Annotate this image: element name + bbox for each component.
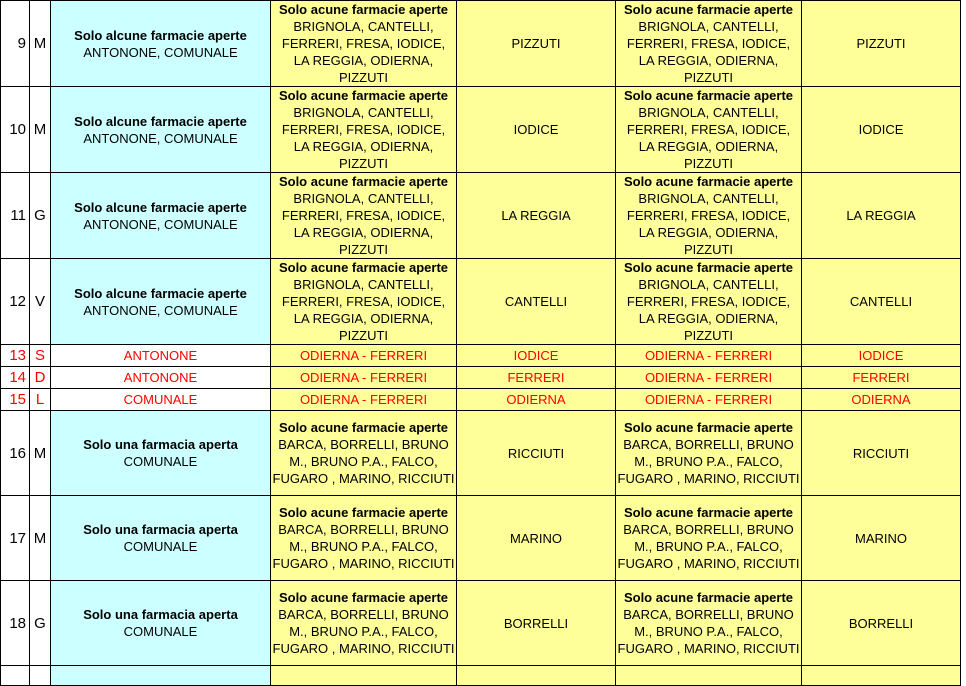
- pharmacy-line: PIZZUTI: [338, 70, 389, 85]
- afternoon-shift-cell: [616, 173, 802, 259]
- night-shift-cell: [51, 666, 271, 686]
- evening-shift-cell: CANTELLI: [802, 259, 961, 345]
- pharmacy-line: FUGARO , MARINO, RICCIUTI: [272, 641, 455, 656]
- pharmacy-line: BRIGNOLA, CANTELLI,: [293, 105, 434, 120]
- pharmacy-line: BRIGNOLA, CANTELLI,: [638, 105, 779, 120]
- pharmacy-line: PIZZUTI: [683, 242, 734, 257]
- pharmacy-line: PIZZUTI: [683, 328, 734, 343]
- pharmacy-line: BRIGNOLA, CANTELLI,: [293, 191, 434, 206]
- afternoon-shift-cell: [616, 666, 802, 686]
- lunch-shift-cell: IODICE: [457, 345, 616, 367]
- lunch-shift-cell: ODIERNA: [457, 389, 616, 411]
- weekday-letter: M: [30, 87, 51, 173]
- pharmacy-line: M., BRUNO P.A., FALCO,: [634, 454, 783, 469]
- night-shift-cell: [51, 496, 271, 581]
- schedule-row-partial: [1, 666, 961, 686]
- pharmacy-names: COMUNALE: [123, 454, 198, 469]
- cell-title: Solo acune farmacie aperte: [623, 505, 794, 520]
- cell-title: Solo alcune farmacie aperte: [74, 27, 247, 43]
- pharmacy-line: M., BRUNO P.A., FALCO,: [289, 624, 438, 639]
- night-shift-cell: [51, 581, 271, 666]
- pharmacy-line: BARCA, BORRELLI, BRUNO: [623, 522, 794, 537]
- night-shift-cell: [51, 87, 271, 173]
- evening-shift-cell: [802, 666, 961, 686]
- pharmacy-line: PIZZUTI: [683, 156, 734, 171]
- schedule-row-holiday: [1, 345, 961, 367]
- day-number: 15: [1, 389, 30, 411]
- day-number: 18: [1, 581, 30, 666]
- pharmacy-line: LA REGGIA, ODIERNA,: [638, 53, 779, 68]
- schedule-row-holiday: [1, 389, 961, 411]
- afternoon-shift-cell: [616, 1, 802, 87]
- pharmacy-line: FUGARO , MARINO, RICCIUTI: [617, 641, 800, 656]
- day-number: 10: [1, 87, 30, 173]
- day-number: 13: [1, 345, 30, 367]
- pharmacy-line: LA REGGIA, ODIERNA,: [638, 311, 779, 326]
- evening-shift-cell: IODICE: [802, 345, 961, 367]
- evening-shift-cell: FERRERI: [802, 367, 961, 389]
- cell-title: Solo alcune farmacie aperte: [74, 199, 247, 215]
- pharmacy-names: COMUNALE: [123, 539, 198, 554]
- pharmacy-line: BARCA, BORRELLI, BRUNO: [278, 437, 449, 452]
- schedule-row: [1, 411, 961, 496]
- lunch-shift-cell: CANTELLI: [457, 259, 616, 345]
- cell-title: Solo acune farmacie aperte: [623, 590, 794, 605]
- pharmacy-line: BRIGNOLA, CANTELLI,: [638, 277, 779, 292]
- pharmacy-names: ANTONONE, COMUNALE: [83, 44, 238, 60]
- schedule-row: [1, 259, 961, 345]
- cell-title: Solo acune farmacie aperte: [278, 420, 449, 435]
- night-shift-cell: [51, 1, 271, 87]
- cell-title: Solo acune farmacie aperte: [623, 2, 794, 17]
- morning-shift-cell: [271, 666, 457, 686]
- afternoon-shift-cell: [616, 581, 802, 666]
- pharmacy-line: M., BRUNO P.A., FALCO,: [634, 539, 783, 554]
- weekday-letter: S: [30, 345, 51, 367]
- night-shift-cell: [51, 173, 271, 259]
- lunch-shift-cell: BORRELLI: [457, 581, 616, 666]
- pharmacy-line: FUGARO , MARINO, RICCIUTI: [272, 471, 455, 486]
- day-number: 9: [1, 1, 30, 87]
- pharmacy-line: BARCA, BORRELLI, BRUNO: [278, 522, 449, 537]
- pharmacy-line: LA REGGIA, ODIERNA,: [293, 311, 434, 326]
- evening-shift-cell: LA REGGIA: [802, 173, 961, 259]
- morning-shift-cell: [271, 1, 457, 87]
- evening-shift-cell: PIZZUTI: [802, 1, 961, 87]
- cell-title: Solo acune farmacie aperte: [278, 2, 449, 17]
- schedule-row: [1, 87, 961, 173]
- cell-title: Solo una farmacia aperta: [83, 522, 238, 537]
- pharmacy-line: BARCA, BORRELLI, BRUNO: [623, 437, 794, 452]
- lunch-shift-cell: FERRERI: [457, 367, 616, 389]
- cell-title: Solo una farmacia aperta: [83, 437, 238, 452]
- pharmacy-line: FERRERI, FRESA, IODICE,: [626, 122, 791, 137]
- cell-title: Solo alcune farmacie aperte: [74, 113, 247, 129]
- schedule-row: [1, 581, 961, 666]
- pharmacy-line: LA REGGIA, ODIERNA,: [293, 53, 434, 68]
- schedule-row: [1, 173, 961, 259]
- evening-shift-cell: MARINO: [802, 496, 961, 581]
- cell-title: Solo acune farmacie aperte: [278, 590, 449, 605]
- pharmacy-names: ANTONONE, COMUNALE: [83, 302, 238, 318]
- schedule-row-holiday: [1, 367, 961, 389]
- pharmacy-line: BRIGNOLA, CANTELLI,: [293, 19, 434, 34]
- night-shift-cell: COMUNALE: [51, 389, 271, 411]
- day-number: 11: [1, 173, 30, 259]
- morning-shift-cell: [271, 259, 457, 345]
- pharmacy-line: BRIGNOLA, CANTELLI,: [638, 191, 779, 206]
- morning-shift-cell: [271, 581, 457, 666]
- afternoon-shift-cell: ODIERNA - FERRERI: [616, 367, 802, 389]
- pharmacy-line: PIZZUTI: [338, 242, 389, 257]
- pharmacy-line: FERRERI, FRESA, IODICE,: [281, 36, 446, 51]
- night-shift-cell: ANTONONE: [51, 367, 271, 389]
- evening-shift-cell: RICCIUTI: [802, 411, 961, 496]
- pharmacy-line: FERRERI, FRESA, IODICE,: [626, 36, 791, 51]
- pharmacy-names: ANTONONE, COMUNALE: [83, 216, 238, 232]
- cell-title: Solo acune farmacie aperte: [623, 88, 794, 103]
- morning-shift-cell: [271, 411, 457, 496]
- pharmacy-line: BRIGNOLA, CANTELLI,: [638, 19, 779, 34]
- weekday-letter: L: [30, 389, 51, 411]
- weekday-letter: G: [30, 581, 51, 666]
- pharmacy-line: LA REGGIA, ODIERNA,: [293, 139, 434, 154]
- afternoon-shift-cell: [616, 496, 802, 581]
- weekday-letter: M: [30, 1, 51, 87]
- day-number: 14: [1, 367, 30, 389]
- cell-title: Solo acune farmacie aperte: [278, 88, 449, 103]
- pharmacy-line: PIZZUTI: [338, 328, 389, 343]
- pharmacy-line: FERRERI, FRESA, IODICE,: [281, 122, 446, 137]
- afternoon-shift-cell: [616, 87, 802, 173]
- lunch-shift-cell: LA REGGIA: [457, 173, 616, 259]
- day-number: 12: [1, 259, 30, 345]
- pharmacy-line: BARCA, BORRELLI, BRUNO: [278, 607, 449, 622]
- night-shift-cell: [51, 259, 271, 345]
- day-number: [1, 666, 30, 686]
- day-number: 17: [1, 496, 30, 581]
- morning-shift-cell: [271, 496, 457, 581]
- pharmacy-line: FERRERI, FRESA, IODICE,: [626, 294, 791, 309]
- morning-shift-cell: [271, 87, 457, 173]
- evening-shift-cell: BORRELLI: [802, 581, 961, 666]
- pharmacy-line: LA REGGIA, ODIERNA,: [638, 225, 779, 240]
- pharmacy-line: M., BRUNO P.A., FALCO,: [289, 539, 438, 554]
- morning-shift-cell: ODIERNA - FERRERI: [271, 389, 457, 411]
- schedule-row: [1, 1, 961, 87]
- evening-shift-cell: ODIERNA: [802, 389, 961, 411]
- pharmacy-line: FUGARO , MARINO, RICCIUTI: [617, 556, 800, 571]
- pharmacy-line: FUGARO , MARINO, RICCIUTI: [617, 471, 800, 486]
- cell-title: Solo acune farmacie aperte: [623, 260, 794, 275]
- afternoon-shift-cell: [616, 411, 802, 496]
- pharmacy-names: ANTONONE, COMUNALE: [83, 130, 238, 146]
- cell-title: Solo acune farmacie aperte: [278, 174, 449, 189]
- night-shift-cell: [51, 411, 271, 496]
- pharmacy-line: BARCA, BORRELLI, BRUNO: [623, 607, 794, 622]
- cell-title: Solo acune farmacie aperte: [623, 420, 794, 435]
- pharmacy-line: PIZZUTI: [683, 70, 734, 85]
- evening-shift-cell: IODICE: [802, 87, 961, 173]
- pharmacy-line: LA REGGIA, ODIERNA,: [293, 225, 434, 240]
- lunch-shift-cell: [457, 666, 616, 686]
- lunch-shift-cell: PIZZUTI: [457, 1, 616, 87]
- pharmacy-line: FERRERI, FRESA, IODICE,: [626, 208, 791, 223]
- cell-title: Solo acune farmacie aperte: [278, 260, 449, 275]
- pharmacy-line: PIZZUTI: [338, 156, 389, 171]
- cell-title: Solo alcune farmacie aperte: [74, 285, 247, 301]
- pharmacy-line: FERRERI, FRESA, IODICE,: [281, 208, 446, 223]
- pharmacy-line: M., BRUNO P.A., FALCO,: [634, 624, 783, 639]
- weekday-letter: M: [30, 411, 51, 496]
- pharmacy-line: BRIGNOLA, CANTELLI,: [293, 277, 434, 292]
- weekday-letter: D: [30, 367, 51, 389]
- lunch-shift-cell: RICCIUTI: [457, 411, 616, 496]
- morning-shift-cell: [271, 173, 457, 259]
- cell-title: Solo acune farmacie aperte: [623, 174, 794, 189]
- weekday-letter: V: [30, 259, 51, 345]
- schedule-row: [1, 496, 961, 581]
- day-number: 16: [1, 411, 30, 496]
- pharmacy-line: M., BRUNO P.A., FALCO,: [289, 454, 438, 469]
- weekday-letter: M: [30, 496, 51, 581]
- lunch-shift-cell: IODICE: [457, 87, 616, 173]
- pharmacy-names: COMUNALE: [123, 624, 198, 639]
- weekday-letter: [30, 666, 51, 686]
- pharmacy-line: FERRERI, FRESA, IODICE,: [281, 294, 446, 309]
- cell-title: Solo una farmacia aperta: [83, 607, 238, 622]
- afternoon-shift-cell: ODIERNA - FERRERI: [616, 345, 802, 367]
- morning-shift-cell: ODIERNA - FERRERI: [271, 367, 457, 389]
- pharmacy-line: FUGARO , MARINO, RICCIUTI: [272, 556, 455, 571]
- pharmacy-line: LA REGGIA, ODIERNA,: [638, 139, 779, 154]
- cell-title: Solo acune farmacie aperte: [278, 505, 449, 520]
- afternoon-shift-cell: [616, 259, 802, 345]
- morning-shift-cell: ODIERNA - FERRERI: [271, 345, 457, 367]
- weekday-letter: G: [30, 173, 51, 259]
- afternoon-shift-cell: ODIERNA - FERRERI: [616, 389, 802, 411]
- lunch-shift-cell: MARINO: [457, 496, 616, 581]
- night-shift-cell: ANTONONE: [51, 345, 271, 367]
